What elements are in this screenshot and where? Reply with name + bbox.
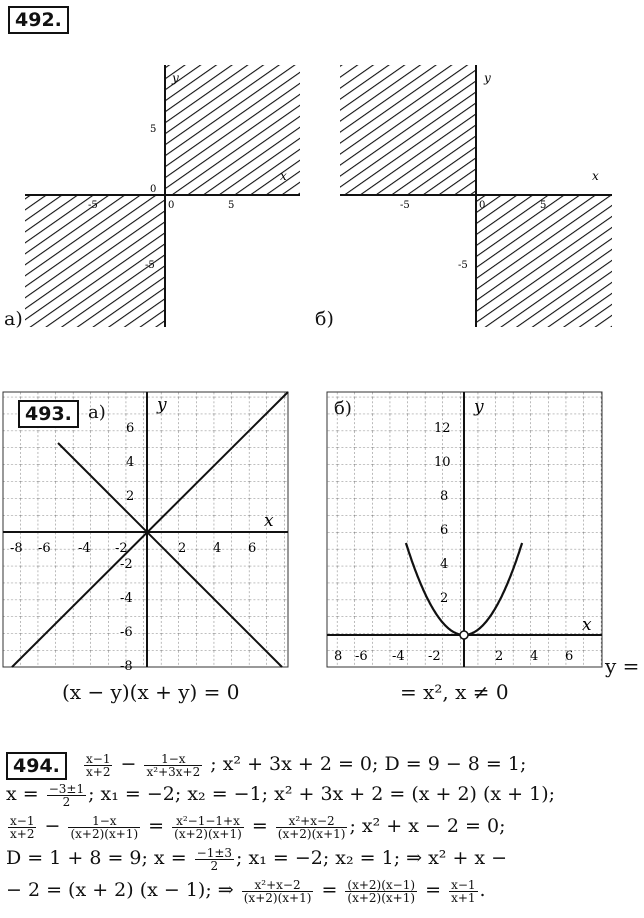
caption-493a-equation: (x − y)(x + y) = 0: [62, 680, 240, 704]
tick-493b-y-3: 6: [440, 523, 449, 538]
tick-493a-x-1: -6: [38, 541, 51, 556]
tick-493a-y-0: 6: [126, 421, 135, 436]
solution-line-5: − 2 = (x + 2) (x − 1); ⇒ $\frac{\text{x²+x−2}}{(x+2)(x+1)}$ = $\frac{(x+2)(x-1)}{(x+2)(x+1)}$ = $\frac{x-1}{x+1}$ .: [6, 877, 486, 905]
tick-493a-y-1: 4: [126, 455, 135, 470]
tick-493b-x-5: 4: [530, 649, 539, 664]
tick-493b-x-0: 8: [334, 649, 343, 664]
tick-a-y-5: 5: [150, 124, 157, 135]
axis-a-y-label: y: [172, 71, 179, 85]
tick-493b-y-5: 2: [440, 591, 449, 606]
caption-493b-equation: = x², x ≠ 0: [400, 680, 509, 704]
fraction: $\frac{-3\pm 1}{2}$: [48, 781, 85, 809]
axis-493a-y-label: y: [157, 395, 167, 415]
tick-493b-y-4: 4: [440, 557, 449, 572]
problem-492-number: 492.: [8, 6, 69, 34]
axis-a-x-label: x: [280, 169, 287, 183]
tick-493a-x-5: 4: [213, 541, 222, 556]
tick-493a-y-3: -2: [120, 557, 133, 572]
tick-493a-y-6: -8: [120, 659, 133, 674]
graph-492a-label: а): [4, 308, 23, 330]
fraction: $\frac{x-1}{x+1}$: [451, 877, 476, 905]
tick-493b-x-1: -6: [355, 649, 368, 664]
problem-494-solution: [6, 748, 638, 918]
tick-493a-x-3: -2: [115, 541, 128, 556]
tick-a-y-neg5: -5: [145, 260, 155, 271]
caption-493b-y-equals: y =: [605, 654, 640, 678]
tick-493b-x-6: 6: [565, 649, 574, 664]
tick-b-x-0: 0: [479, 200, 486, 211]
problem-493-number: 493.: [18, 400, 79, 428]
tick-493a-x-0: -8: [10, 541, 23, 556]
tick-493b-x-3: -2: [428, 649, 441, 664]
tick-a-y-0: 0: [150, 184, 157, 195]
solution-line-3: $\frac{x-1}{x+2}$ − $\frac{1-x}{(x+2)(x+1)}$ = $\frac{\text{x²−1−1+x}}{(x+2)(x+1)}$ = $\frac{\text{x²+x−2}}{(x+2)(x+1)}$ ; x² + x − 2 = 0;: [10, 813, 506, 841]
fraction: $\frac{(x+2)(x-1)}{(x+2)(x+1)}$: [347, 877, 416, 905]
region-b-quadrant-2: [340, 65, 476, 195]
problem-494-number: 494.: [6, 752, 67, 780]
tick-493a-x-2: -4: [78, 541, 91, 556]
solution-line-2: x = $\frac{-3\pm 1}{2}$ ; x₁ = −2; x₂ = −1; x² + 3x + 2 = (x + 2) (x + 1);: [6, 781, 556, 809]
tick-a-x-neg5: -5: [88, 200, 98, 211]
tick-493b-x-4: 2: [495, 649, 504, 664]
tick-493a-x-6: 6: [248, 541, 257, 556]
fraction: $\frac{\text{x²−1−1+x}}{(x+2)(x+1)}$: [174, 813, 242, 841]
solution-line-4: D = 1 + 8 = 9; x = $\frac{-1\pm 3}{2}$ ; x₁ = −2; x₂ = 1; ⇒ x² + x −: [6, 845, 508, 873]
fraction: $\frac{1-x}{\text{x²+3x+2}}$: [146, 751, 201, 779]
fraction: $\frac{\text{x²+x−2}}{(x+2)(x+1)}$: [277, 813, 346, 841]
tick-b-x-neg5: -5: [400, 200, 410, 211]
axis-b-y-label: y: [484, 71, 491, 85]
fraction: $\frac{x-1}{x+2}$: [86, 751, 111, 779]
axis-493b-x-label: x: [582, 615, 592, 635]
tick-493a-y-2: 2: [126, 489, 135, 504]
fraction: $\frac{x-1}{x+2}$: [10, 813, 35, 841]
tick-493a-y-4: -4: [120, 591, 133, 606]
axis-493b-y-label: y: [474, 397, 484, 417]
tick-493a-x-4: 2: [178, 541, 187, 556]
tick-493b-y-0: 12: [434, 421, 451, 436]
region-b-quadrant-4: [476, 195, 612, 327]
graph-492b-label: б): [315, 308, 334, 330]
solution-line-1: $\frac{x-1}{x+2}$ − $\frac{1-x}{\text{x²+3x+2}}$ ; x² + 3x + 2 = 0; D = 9 − 8 = 1;: [86, 751, 527, 779]
tick-493a-y-5: -6: [120, 625, 133, 640]
axis-493a-x-label: x: [264, 511, 274, 531]
problem-492-graphs: [0, 40, 644, 340]
axis-b-x-label: x: [592, 169, 599, 183]
excluded-point-origin: [460, 631, 468, 639]
graph-493a-label: а): [88, 402, 106, 423]
tick-a-x-0: 0: [168, 200, 175, 211]
tick-b-y-neg5: -5: [458, 260, 468, 271]
tick-493b-y-2: 8: [440, 489, 449, 504]
graph-493b-label: б): [334, 398, 352, 419]
fraction: $\frac{\text{x²+x−2}}{(x+2)(x+1)}$: [243, 877, 312, 905]
fraction: $\frac{-1\pm 3}{2}$: [196, 845, 233, 873]
tick-493b-x-2: -4: [392, 649, 405, 664]
problem-493-graphs: [0, 380, 644, 680]
fraction: $\frac{1-x}{(x+2)(x+1)}$: [70, 813, 139, 841]
tick-493b-y-1: 10: [434, 455, 451, 470]
region-a-quadrant-3: [25, 195, 165, 327]
tick-b-x-5: 5: [540, 200, 547, 211]
tick-a-x-5: 5: [228, 200, 235, 211]
